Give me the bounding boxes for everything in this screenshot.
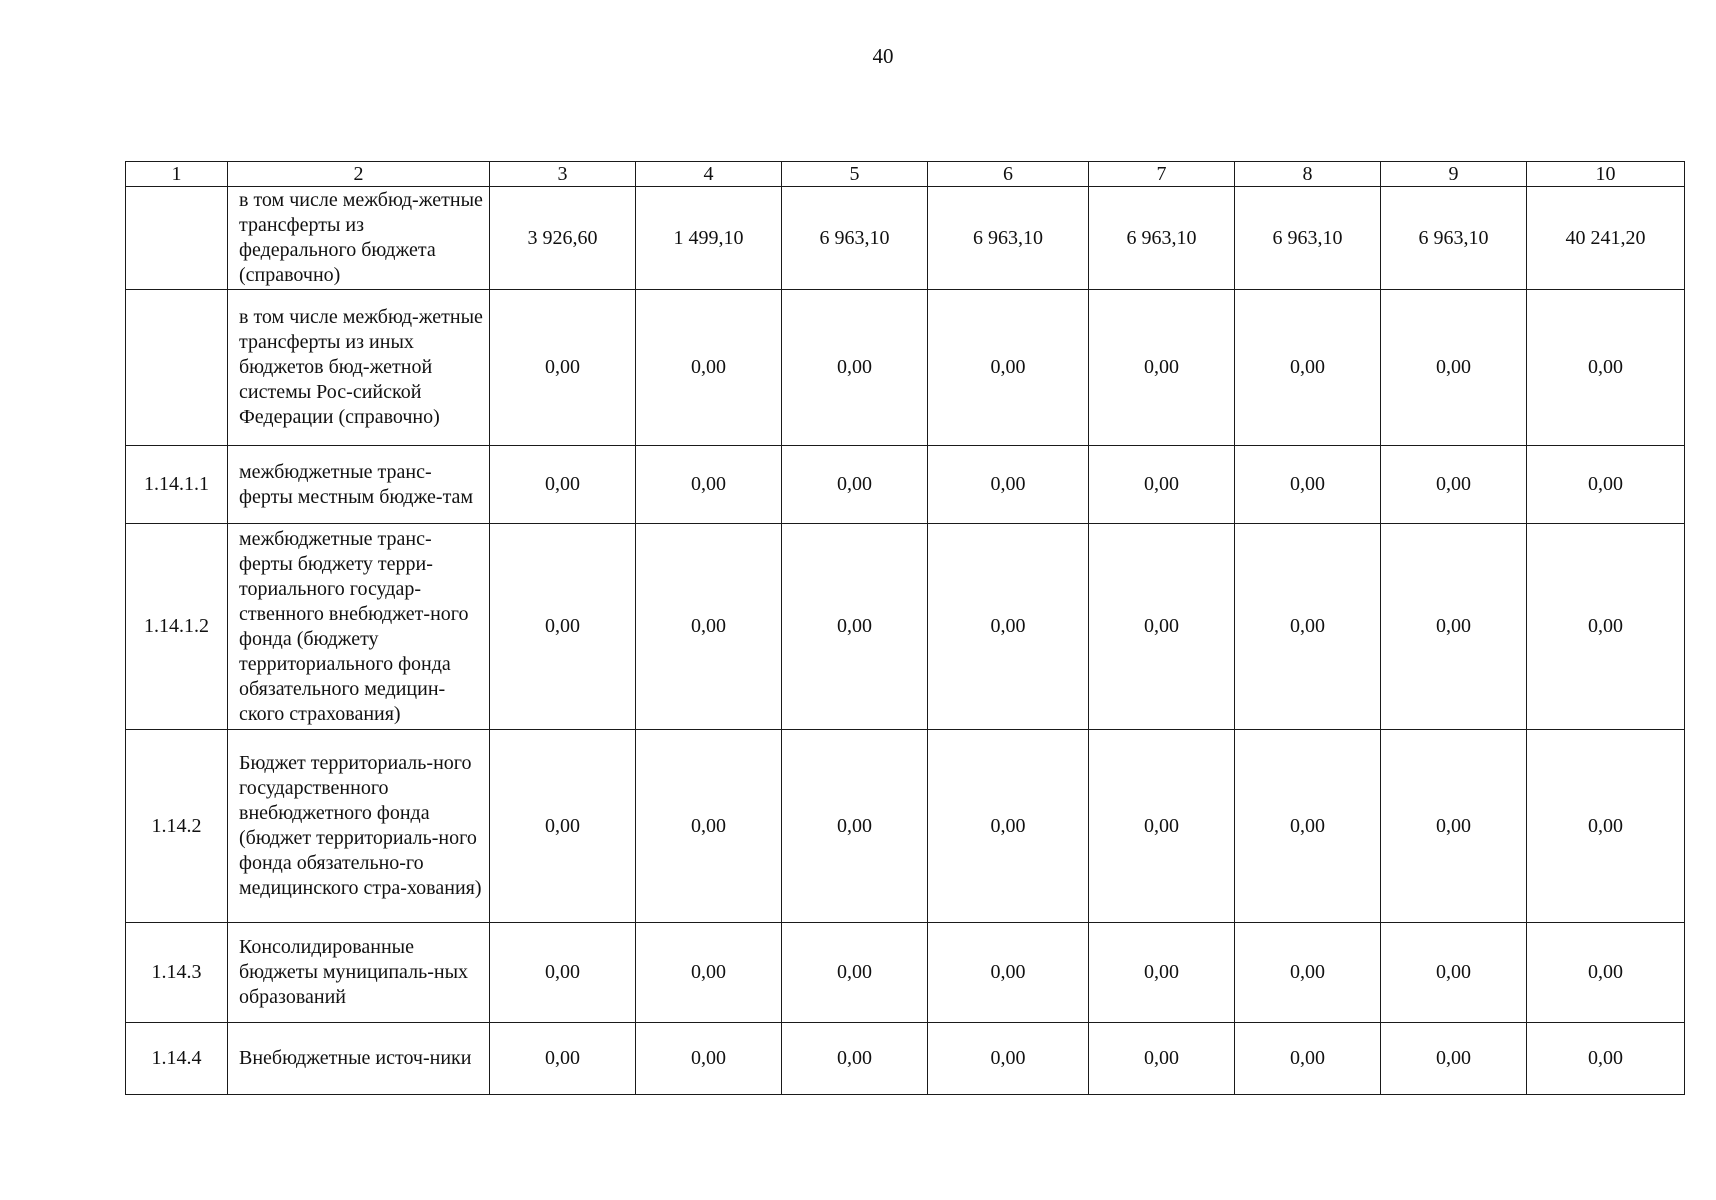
value-cell: 0,00 [1235,290,1381,446]
row-name: Внебюджетные источ-ники [228,1023,490,1095]
value-cell: 0,00 [490,290,636,446]
value-cell: 0,00 [1381,446,1527,524]
value-cell: 0,00 [928,524,1089,730]
column-header: 8 [1235,162,1381,187]
value-cell: 6 963,10 [1381,187,1527,290]
value-cell: 0,00 [636,730,782,923]
value-cell: 0,00 [1527,730,1685,923]
value-cell: 0,00 [1235,1023,1381,1095]
column-header: 7 [1089,162,1235,187]
value-cell: 3 926,60 [490,187,636,290]
row-name: в том числе межбюд-жетные трансферты из федерального бюджета (справочно) [228,187,490,290]
value-cell: 40 241,20 [1527,187,1685,290]
row-code [126,187,228,290]
value-cell: 0,00 [1527,1023,1685,1095]
row-name: межбюджетные транс-ферты местным бюдже-там [228,446,490,524]
column-header: 5 [782,162,928,187]
value-cell: 0,00 [1381,923,1527,1023]
value-cell: 0,00 [782,923,928,1023]
value-cell: 0,00 [928,446,1089,524]
value-cell: 0,00 [490,524,636,730]
value-cell: 0,00 [928,1023,1089,1095]
row-code: 1.14.1.2 [126,524,228,730]
table-row [126,446,1685,524]
value-cell: 6 963,10 [782,187,928,290]
value-cell: 0,00 [490,923,636,1023]
value-cell: 0,00 [1089,290,1235,446]
row-name: межбюджетные транс-ферты бюджету терри-ториального государ-ственного внебюджет-ного фонда (бюджету территориального фонда обязательного медицин-ского страхования) [228,524,490,730]
value-cell: 0,00 [636,446,782,524]
value-cell: 0,00 [1527,923,1685,1023]
value-cell: 0,00 [490,1023,636,1095]
table-row [126,524,1685,730]
row-code: 1.14.2 [126,730,228,923]
table-row [126,923,1685,1023]
value-cell: 0,00 [928,923,1089,1023]
value-cell: 0,00 [1089,524,1235,730]
column-header: 9 [1381,162,1527,187]
value-cell: 6 963,10 [1089,187,1235,290]
value-cell: 0,00 [1381,1023,1527,1095]
value-cell: 0,00 [1235,446,1381,524]
row-code: 1.14.1.1 [126,446,228,524]
row-code: 1.14.4 [126,1023,228,1095]
row-name: в том числе межбюд-жетные трансферты из иных бюджетов бюд-жетной системы Рос-сийской Федерации (справочно) [228,290,490,446]
table-row [126,187,1685,290]
value-cell: 0,00 [1381,730,1527,923]
column-header: 6 [928,162,1089,187]
value-cell: 0,00 [1089,1023,1235,1095]
column-header: 3 [490,162,636,187]
value-cell: 0,00 [1089,730,1235,923]
value-cell: 0,00 [1235,923,1381,1023]
value-cell: 0,00 [1089,923,1235,1023]
value-cell: 0,00 [782,290,928,446]
value-cell: 0,00 [782,524,928,730]
value-cell: 0,00 [928,730,1089,923]
row-code [126,290,228,446]
value-cell: 0,00 [1527,524,1685,730]
column-header: 10 [1527,162,1685,187]
value-cell: 0,00 [1527,290,1685,446]
value-cell: 6 963,10 [928,187,1089,290]
table-row [126,1023,1685,1095]
budget-table [125,161,1685,1095]
value-cell: 0,00 [928,290,1089,446]
value-cell: 0,00 [1527,446,1685,524]
value-cell: 0,00 [636,923,782,1023]
value-cell: 0,00 [1089,446,1235,524]
value-cell: 0,00 [1235,524,1381,730]
row-code: 1.14.3 [126,923,228,1023]
value-cell: 6 963,10 [1235,187,1381,290]
value-cell: 0,00 [1381,290,1527,446]
table-row [126,730,1685,923]
value-cell: 0,00 [636,524,782,730]
value-cell: 0,00 [782,730,928,923]
table-row [126,290,1685,446]
page-number: 40 [872,44,894,68]
value-cell: 0,00 [636,290,782,446]
value-cell: 0,00 [1381,524,1527,730]
column-header: 2 [228,162,490,187]
value-cell: 0,00 [782,1023,928,1095]
value-cell: 0,00 [490,730,636,923]
value-cell: 0,00 [1235,730,1381,923]
row-name: Бюджет территориаль-ного государственного внебюджетного фонда (бюджет территориаль-ного фонда обязательно-го медицинского стра-хования) [228,730,490,923]
value-cell: 0,00 [782,446,928,524]
header-row [126,162,1685,187]
column-header: 4 [636,162,782,187]
value-cell: 0,00 [490,446,636,524]
value-cell: 0,00 [636,1023,782,1095]
column-header: 1 [126,162,228,187]
value-cell: 1 499,10 [636,187,782,290]
row-name: Консолидированные бюджеты муниципаль-ных образований [228,923,490,1023]
